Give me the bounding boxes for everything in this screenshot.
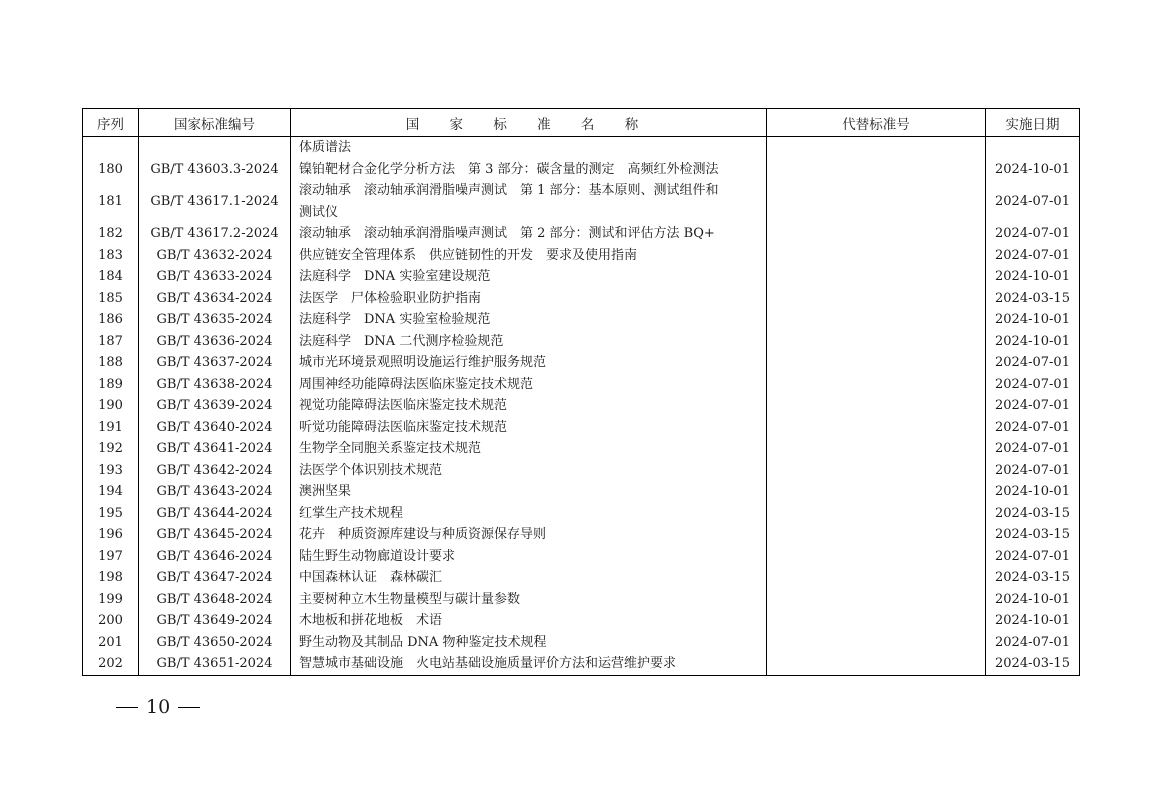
row-name-line: 主要树种立木生物量模型与碳计量参数 — [299, 591, 521, 607]
row-name — [291, 417, 767, 439]
row-date: 2024-03-15 — [986, 653, 1080, 675]
row-date: 2024-07-01 — [986, 374, 1080, 396]
table-row — [83, 546, 1080, 568]
row-date: 2024-07-01 — [986, 417, 1080, 439]
row-name — [291, 309, 767, 331]
table-row — [83, 503, 1080, 525]
standards-table — [82, 108, 1080, 676]
row-code: GB/T 43638-2024 — [139, 374, 291, 396]
table-row — [83, 159, 1080, 181]
row-code: GB/T 43635-2024 — [139, 309, 291, 331]
row-replaced — [767, 589, 986, 611]
row-replaced — [767, 395, 986, 417]
row-no: 195 — [83, 503, 139, 525]
row-name — [291, 180, 767, 223]
table-body — [83, 137, 1080, 676]
row-no: 184 — [83, 266, 139, 288]
row-date: 2024-07-01 — [986, 438, 1080, 460]
table-row — [83, 374, 1080, 396]
table-row — [83, 653, 1080, 675]
dash-left — [116, 707, 138, 708]
row-date: 2024-07-01 — [986, 395, 1080, 417]
row-name — [291, 245, 767, 267]
row-name-line: 中国森林认证 森林碳汇 — [299, 570, 443, 585]
table-row — [83, 460, 1080, 482]
table-header-row — [83, 109, 1080, 137]
row-replaced — [767, 180, 986, 223]
row-code: GB/T 43645-2024 — [139, 524, 291, 546]
row-date: 2024-07-01 — [986, 180, 1080, 223]
row-code: GB/T 43617.1-2024 — [139, 180, 291, 223]
row-no: 192 — [83, 438, 139, 460]
row-date: 2024-10-01 — [986, 589, 1080, 611]
row-no: 198 — [83, 567, 139, 589]
row-replaced — [767, 266, 986, 288]
row-date: 2024-07-01 — [986, 352, 1080, 374]
row-name — [291, 524, 767, 546]
row-replaced — [767, 524, 986, 546]
header-date: 实施日期 — [986, 109, 1080, 137]
row-no: 202 — [83, 653, 139, 675]
row-no: 183 — [83, 245, 139, 267]
row-name-line: 智慧城市基础设施 火电站基础设施质量评价方法和运营维护要求 — [299, 656, 677, 671]
row-code: GB/T 43651-2024 — [139, 653, 291, 675]
row-replaced — [767, 567, 986, 589]
row-date: 2024-07-01 — [986, 632, 1080, 654]
row-name-line: 野生动物及其制品 DNA 物种鉴定技术规程 — [299, 634, 547, 650]
row-replaced — [767, 481, 986, 503]
row-code: GB/T 43642-2024 — [139, 460, 291, 482]
row-no: 191 — [83, 417, 139, 439]
table-row — [83, 266, 1080, 288]
row-date: 2024-07-01 — [986, 546, 1080, 568]
header-replaced: 代替标准号 — [767, 109, 986, 137]
row-name-line: 测试仪 — [299, 204, 339, 220]
row-no: 188 — [83, 352, 139, 374]
row-name — [291, 632, 767, 654]
row-name — [291, 223, 767, 245]
row-name-line: 法庭科学 DNA 实验室检验规范 — [299, 312, 491, 327]
header-no: 序列 — [83, 109, 139, 137]
row-name-line: 周围神经功能障碍法医临床鉴定技术规范 — [299, 376, 534, 392]
header-code: 国家标准编号 — [139, 109, 291, 137]
row-name — [291, 546, 767, 568]
row-name-line: 陆生野生动物廊道设计要求 — [299, 548, 456, 564]
row-name — [291, 481, 767, 503]
row-name — [291, 567, 767, 589]
row-name — [291, 331, 767, 353]
row-code: GB/T 43640-2024 — [139, 417, 291, 439]
row-name — [291, 352, 767, 374]
row-code: GB/T 43632-2024 — [139, 245, 291, 267]
row-no: 199 — [83, 589, 139, 611]
row-no: 194 — [83, 481, 139, 503]
row-replaced — [767, 417, 986, 439]
row-date: 2024-07-01 — [986, 460, 1080, 482]
row-no: 185 — [83, 288, 139, 310]
row-name — [291, 288, 767, 310]
row-name — [291, 460, 767, 482]
row-replaced — [767, 352, 986, 374]
row-no: 187 — [83, 331, 139, 353]
row-date: 2024-10-01 — [986, 309, 1080, 331]
table-row — [83, 395, 1080, 417]
row-code: GB/T 43634-2024 — [139, 288, 291, 310]
row-name — [291, 266, 767, 288]
row-code: GB/T 43644-2024 — [139, 503, 291, 525]
table-row — [83, 524, 1080, 546]
row-date: 2024-10-01 — [986, 266, 1080, 288]
row-code: GB/T 43646-2024 — [139, 546, 291, 568]
row-date: 2024-10-01 — [986, 481, 1080, 503]
row-name-line: 花卉 种质资源库建设与种质资源保存导则 — [299, 527, 547, 542]
row-replaced — [767, 374, 986, 396]
row-code: GB/T 43649-2024 — [139, 610, 291, 632]
row-date: 2024-07-01 — [986, 245, 1080, 267]
row-date: 2024-03-15 — [986, 288, 1080, 310]
row-date: 2024-03-15 — [986, 524, 1080, 546]
row-replaced — [767, 653, 986, 675]
table-row — [83, 438, 1080, 460]
row-name-line: 滚动轴承 滚动轴承润滑脂噪声测试 第 2 部分：测试和评估方法 BQ+ — [299, 226, 715, 241]
dash-right — [178, 707, 200, 708]
row-replaced — [767, 460, 986, 482]
table-row — [83, 245, 1080, 267]
row-name-line: 澳洲坚果 — [299, 484, 352, 499]
row-replaced — [767, 223, 986, 245]
row-no: 186 — [83, 309, 139, 331]
row-date: 2024-10-01 — [986, 159, 1080, 181]
row-no: 196 — [83, 524, 139, 546]
row-name — [291, 438, 767, 460]
table-row — [83, 352, 1080, 374]
row-date: 2024-07-01 — [986, 223, 1080, 245]
row-name — [291, 610, 767, 632]
row-code: GB/T 43617.2-2024 — [139, 223, 291, 245]
page-number — [116, 696, 200, 718]
row-no: 197 — [83, 546, 139, 568]
row-code: GB/T 43603.3-2024 — [139, 159, 291, 181]
row-name-line: 法医学 尸体检验职业防护指南 — [299, 290, 482, 306]
row-name — [291, 589, 767, 611]
row-name-line: 供应链安全管理体系 供应链韧性的开发 要求及使用指南 — [299, 247, 638, 263]
page-number-value: 10 — [146, 696, 171, 718]
table-row — [83, 309, 1080, 331]
row-name-line: 法庭科学 DNA 二代测序检验规范 — [299, 333, 504, 349]
row-name-line: 法庭科学 DNA 实验室建设规范 — [299, 269, 491, 284]
row-replaced — [767, 245, 986, 267]
row-no: 200 — [83, 610, 139, 632]
row-date: 2024-10-01 — [986, 610, 1080, 632]
row-name-line: 视觉功能障碍法医临床鉴定技术规范 — [299, 398, 508, 413]
row-code: GB/T 43643-2024 — [139, 481, 291, 503]
row-name-line: 木地板和拼花地板 术语 — [299, 613, 443, 628]
table-row — [83, 288, 1080, 310]
row-replaced — [767, 438, 986, 460]
header-name: 国 家 标 准 名 称 — [291, 109, 767, 137]
row-replaced — [767, 546, 986, 568]
row-name — [291, 395, 767, 417]
row-code: GB/T 43639-2024 — [139, 395, 291, 417]
table-row — [83, 632, 1080, 654]
row-no: 193 — [83, 460, 139, 482]
row-replaced — [767, 309, 986, 331]
row-replaced — [767, 632, 986, 654]
row-no: 189 — [83, 374, 139, 396]
table-row — [83, 481, 1080, 503]
row-name-line: 城市光环境景观照明设施运行维护服务规范 — [299, 355, 547, 370]
row-date: 2024-03-15 — [986, 567, 1080, 589]
row-replaced — [767, 610, 986, 632]
row-code: GB/T 43633-2024 — [139, 266, 291, 288]
table-row — [83, 331, 1080, 353]
row-name-line: 红掌生产技术规程 — [299, 505, 404, 521]
row-name-line: 滚动轴承 滚动轴承润滑脂噪声测试 第 1 部分：基本原则、测试组件和 — [299, 183, 719, 198]
row-no: 181 — [83, 180, 139, 223]
continued-row — [83, 137, 1080, 159]
row-code: GB/T 43648-2024 — [139, 589, 291, 611]
continued-text: 体质谱法 — [291, 137, 767, 159]
table-row — [83, 417, 1080, 439]
row-code: GB/T 43637-2024 — [139, 352, 291, 374]
row-replaced — [767, 288, 986, 310]
table-row — [83, 610, 1080, 632]
row-name-line: 镍铂靶材合金化学分析方法 第 3 部分：碳含量的测定 高频红外检测法 — [299, 161, 719, 177]
row-no: 182 — [83, 223, 139, 245]
row-replaced — [767, 503, 986, 525]
row-code: GB/T 43636-2024 — [139, 331, 291, 353]
row-name-line: 法医学个体识别技术规范 — [299, 462, 443, 478]
row-code: GB/T 43647-2024 — [139, 567, 291, 589]
table-row — [83, 567, 1080, 589]
row-replaced — [767, 331, 986, 353]
row-date: 2024-10-01 — [986, 331, 1080, 353]
row-name-line: 生物学全同胞关系鉴定技术规范 — [299, 441, 482, 456]
table-row — [83, 589, 1080, 611]
row-name — [291, 374, 767, 396]
row-date: 2024-03-15 — [986, 503, 1080, 525]
table-row — [83, 223, 1080, 245]
row-name — [291, 653, 767, 675]
row-code: GB/T 43650-2024 — [139, 632, 291, 654]
row-code: GB/T 43641-2024 — [139, 438, 291, 460]
row-no: 190 — [83, 395, 139, 417]
row-no: 180 — [83, 159, 139, 181]
row-name-line: 听觉功能障碍法医临床鉴定技术规范 — [299, 419, 508, 435]
table-row — [83, 180, 1080, 223]
row-name — [291, 159, 767, 181]
row-replaced — [767, 159, 986, 181]
row-name — [291, 503, 767, 525]
row-no: 201 — [83, 632, 139, 654]
